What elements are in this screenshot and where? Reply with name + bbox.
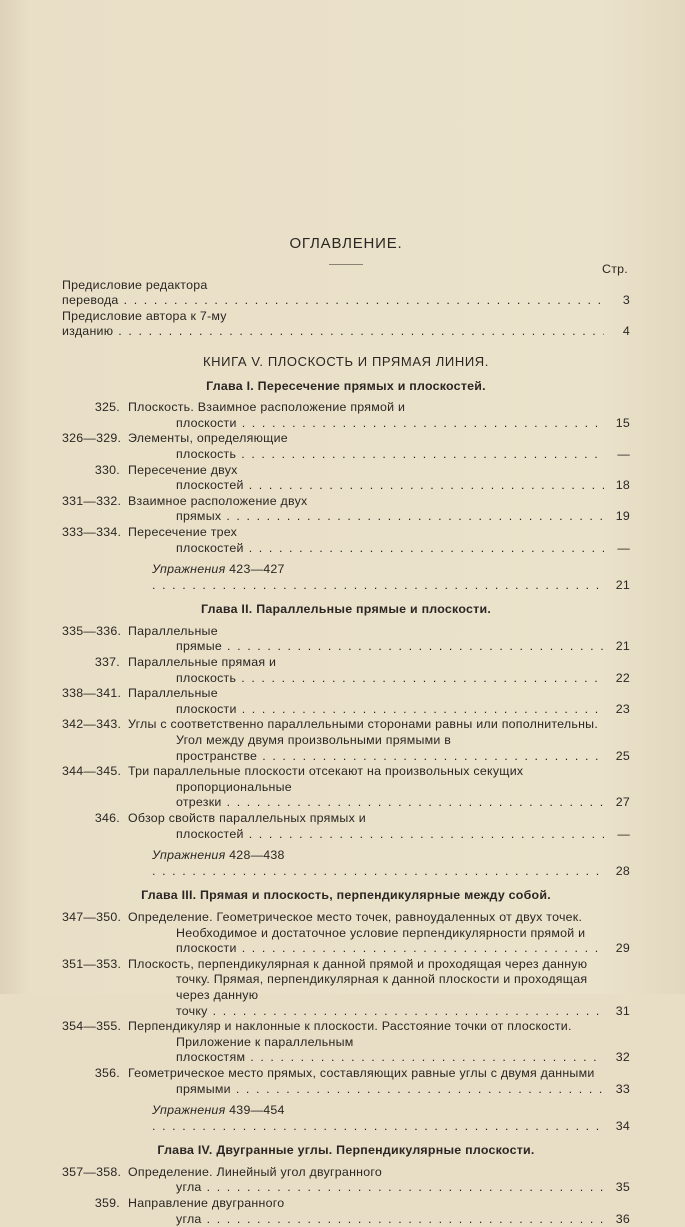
toc-entry (62, 686, 630, 717)
toc-entry (62, 309, 630, 340)
toc-entry (62, 957, 630, 1019)
entry-title: Направление двугранного угла . . . (128, 1196, 604, 1226)
page-number: 35 (615, 1180, 630, 1195)
exercises-range: 428—438 (229, 848, 285, 863)
toc-entry (62, 1066, 630, 1097)
exercises-entry (62, 1103, 630, 1134)
page-number: 21 (615, 577, 630, 592)
chapter-section (62, 1143, 630, 1227)
entry-body (124, 463, 604, 494)
chapter-title: Глава I. Пересечение прямых и плоскостей. (206, 378, 486, 393)
entry-title: Взаимное расположение двух прямых . . . (128, 494, 604, 524)
entry-body (124, 764, 604, 811)
entry-title: Предисловие автора к 7-му изданию . . . (62, 309, 604, 339)
exercises-entry (62, 848, 630, 879)
section-number: 357—358. (62, 1164, 122, 1179)
entry-body (124, 1196, 604, 1227)
toc-entry (62, 1165, 630, 1196)
entry-title: Обзор свойств параллельных прямых и плоскостей . . . (128, 811, 604, 841)
chapter-section (62, 888, 630, 1134)
page-number: 36 (615, 1211, 630, 1226)
entry-body (124, 655, 604, 686)
entry-title: Пересечение трех плоскостей . . . (128, 525, 604, 555)
toc-entry (62, 400, 630, 431)
toc-entry (62, 431, 630, 462)
section-number: 346. (94, 811, 120, 825)
entry-title: Геометрическое место прямых, составляющих равные углы с двумя данными прямыми . . . (128, 1066, 604, 1096)
page-title: ОГЛАВЛЕНИЕ. (289, 235, 403, 252)
entry-body (124, 1165, 604, 1196)
section-number: 342—343. (62, 717, 122, 732)
section-number: 337. (94, 655, 120, 670)
toc-entry (62, 910, 630, 957)
entry-title: Элементы, определяющие плоскость . . . (128, 431, 604, 461)
page-number: 25 (615, 748, 630, 763)
section-number (62, 562, 120, 593)
page-number: 29 (615, 941, 630, 956)
toc-entry (62, 278, 630, 309)
entry-title: Определение. Геометрическое место точек, равноудаленных от двух точек. Необходимое и достаточное условие перпендикулярности прямой и плоскости . . . (128, 910, 604, 955)
chapter-section (62, 379, 630, 594)
exercises-range: 439—454 (229, 1103, 285, 1118)
entry-title: Три параллельные плоскости отсекают на произвольных секущих пропорциональные отрезки . . . (128, 764, 604, 809)
entry-body (124, 811, 604, 842)
toc-entry (62, 764, 630, 811)
section-number: 335—336. (62, 623, 122, 638)
page-number: 32 (615, 1050, 630, 1065)
page-number: 18 (615, 478, 630, 493)
front-matter (62, 278, 630, 340)
toc-entry (62, 624, 630, 655)
toc-entry (62, 1019, 630, 1066)
section-number: 359. (94, 1196, 120, 1211)
toc-entry (62, 655, 630, 686)
section-number: 330. (94, 462, 120, 477)
entry-body (124, 717, 604, 764)
page-number: 15 (615, 415, 630, 430)
exercises-label: Упражнения (152, 848, 226, 863)
entry-title: Плоскость, перпендикулярная к данной прямой и проходящая через данную точку. Прямая, перпендикулярная к данной плоскости и проходящая через данную точку . . . (128, 957, 604, 1018)
entry-body (124, 686, 604, 717)
page-number: 34 (615, 1118, 630, 1133)
page-number: 3 (622, 293, 630, 308)
section-number: 325. (94, 400, 120, 415)
entry-body (124, 1066, 604, 1097)
section-number: 333—334. (62, 524, 122, 539)
entry-body (62, 278, 604, 309)
section-number: 351—353. (62, 956, 122, 971)
toc-entry (62, 1196, 630, 1227)
page-column-label: Стр. (602, 262, 628, 276)
entry-body (124, 562, 604, 593)
page-number: — (617, 826, 630, 841)
entry-body (124, 1019, 604, 1066)
toc-entry (62, 525, 630, 556)
entry-title: Углы с соответственно параллельными сторонами равны или пополнительны. Угол между двумя произвольными прямыми в пространстве . . . (128, 717, 604, 762)
chapters (62, 379, 630, 1227)
book-title: КНИГА V. ПЛОСКОСТЬ И ПРЯМАЯ ЛИНИЯ. (203, 353, 489, 369)
entry-body (124, 624, 604, 655)
entry-body (124, 494, 604, 525)
section-number: 331—332. (62, 493, 122, 508)
exercises-label: Упражнения (152, 562, 226, 577)
exercises-text (152, 1103, 604, 1133)
chapter-section (62, 602, 630, 879)
exercises-text (152, 562, 604, 592)
section-number: 344—345. (62, 764, 122, 779)
page-number: 19 (615, 509, 630, 524)
page-number: — (617, 540, 630, 555)
entry-title: Перпендикуляр и наклонные к плоскости. Расстояние точки от плоскости. Приложение к параллельным плоскостям . . . (128, 1019, 604, 1064)
page-number: 4 (622, 324, 630, 339)
chapter-title: Глава IV. Двугранные углы. Перпендикулярные плоскости. (157, 1143, 535, 1158)
entry-title: Параллельные плоскости . . . (128, 686, 604, 716)
entry-title: Плоскость. Взаимное расположение прямой и плоскости . . . (128, 400, 604, 430)
section-number: 338—341. (62, 686, 122, 701)
toc-entry (62, 463, 630, 494)
entry-body (62, 309, 604, 340)
page-number: 23 (615, 701, 630, 716)
entry-body (124, 957, 604, 1019)
entry-body (124, 848, 604, 879)
entry-body (124, 910, 604, 957)
entry-title: Предисловие редактора перевода . . . (62, 278, 604, 308)
toc-entry (62, 811, 630, 842)
exercises-label: Упражнения (152, 1103, 226, 1118)
chapter-title: Глава III. Прямая и плоскость, перпендикулярные между собой. (141, 888, 551, 903)
section-number: 347—350. (62, 909, 122, 924)
table-of-contents (62, 236, 630, 1227)
entry-title: Пересечение двух плоскостей . . . (128, 463, 604, 493)
section-number: 354—355. (62, 1019, 122, 1034)
page-number: 21 (615, 639, 630, 654)
toc-entry (62, 494, 630, 525)
entry-body (124, 1103, 604, 1134)
entry-body (124, 525, 604, 556)
page-number: — (617, 446, 630, 461)
chapter-title: Глава II. Параллельные прямые и плоскости. (200, 602, 492, 617)
page-number: 28 (615, 863, 630, 878)
section-number (62, 1103, 120, 1134)
section-number (62, 848, 120, 879)
exercises-entry (62, 562, 630, 593)
exercises-range: 423—427 (229, 562, 285, 577)
section-number: 356. (94, 1065, 120, 1080)
section-number: 326—329. (62, 431, 122, 446)
page-number: 33 (615, 1081, 630, 1096)
entry-title: Параллельные прямые . . . (128, 624, 604, 654)
page-number: 22 (615, 670, 630, 685)
toc-entry (62, 717, 630, 764)
entry-title: Параллельные прямая и плоскость . . . (128, 655, 604, 685)
exercises-text (152, 848, 604, 878)
entry-body (124, 431, 604, 462)
page-number: 31 (615, 1003, 630, 1018)
entry-title: Определение. Линейный угол двугранного угла . . . (128, 1165, 604, 1195)
page-number: 27 (615, 795, 630, 810)
entry-body (124, 400, 604, 431)
